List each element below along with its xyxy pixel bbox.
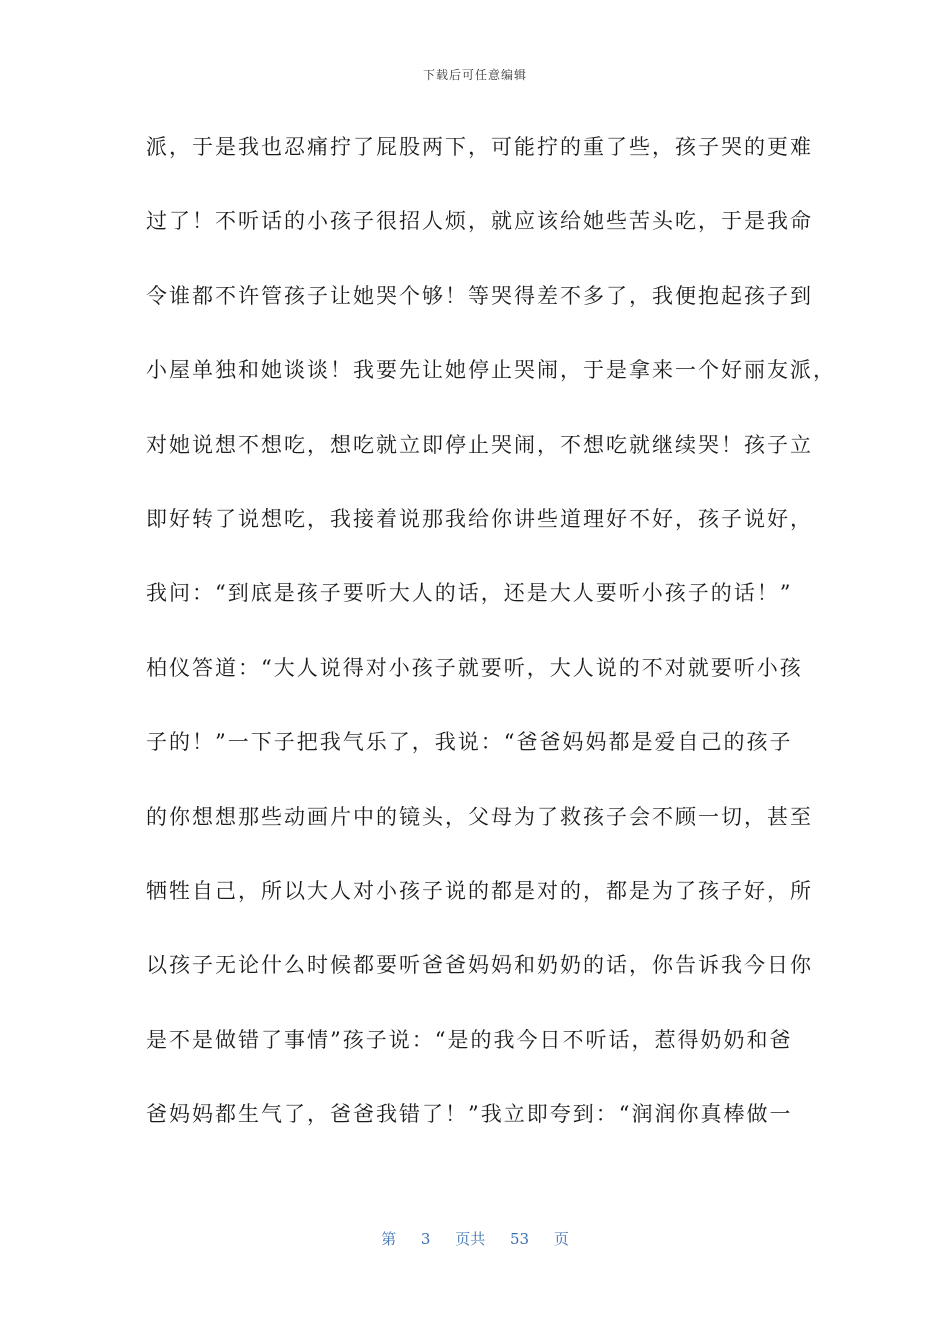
footer-current-page: 3 xyxy=(420,1230,431,1248)
text-line: 是不是做错了事情”孩子说：“是的我今日不听话，惹得奶奶和爸 xyxy=(146,1027,793,1052)
page-header: 下载后可任意编辑 xyxy=(422,68,527,82)
footer-prefix: 第 xyxy=(381,1230,397,1248)
text-line: 牺牲自己，所以大人对小孩子说的都是对的，都是为了孩子好，所 xyxy=(146,878,813,903)
text-line: 派，于是我也忍痛拧了屁股两下，可能拧的重了些，孩子哭的更难 xyxy=(146,135,813,159)
text-line: 的你想想那些动画片中的镜头，父母为了救孩子会不顾一切，甚至 xyxy=(146,804,813,829)
text-line: 我问：“到底是孩子要听大人的话，还是大人要听小孩子的话！” xyxy=(146,581,793,606)
page-footer xyxy=(0,1228,950,1249)
footer-total-pages: 53 xyxy=(510,1230,530,1248)
text-line: 以孩子无论什么时候都要听爸爸妈妈和奶奶的话，你告诉我今日你 xyxy=(146,953,813,978)
text-line: 即好转了说想吃，我接着说那我给你讲些道理好不好，孩子说好， xyxy=(146,506,813,531)
text-line: 柏仪答道：“大人说得对小孩子就要听，大人说的不对就要听小孩 xyxy=(146,655,803,680)
document-body xyxy=(146,128,836,1169)
footer-suffix: 页 xyxy=(553,1230,569,1248)
text-line: 子的！”一下子把我气乐了，我说：“爸爸妈妈都是爱自己的孩子 xyxy=(146,730,793,755)
text-line: 过了！不听话的小孩子很招人烦，就应该给她些苦头吃，于是我命 xyxy=(146,209,813,234)
text-line: 小屋单独和她谈谈！我要先让她停止哭闹，于是拿来一个好丽友派， xyxy=(146,358,836,383)
text-line: 对她说想不想吃，想吃就立即停止哭闹，不想吃就继续哭！孩子立 xyxy=(146,432,813,457)
footer-middle: 页共 xyxy=(455,1230,486,1248)
text-line: 令谁都不许管孩子让她哭个够！等哭得差不多了，我便抱起孩子到 xyxy=(146,283,813,308)
text-line: 爸妈妈都生气了，爸爸我错了！”我立即夸到：“润润你真棒做一 xyxy=(146,1102,793,1127)
